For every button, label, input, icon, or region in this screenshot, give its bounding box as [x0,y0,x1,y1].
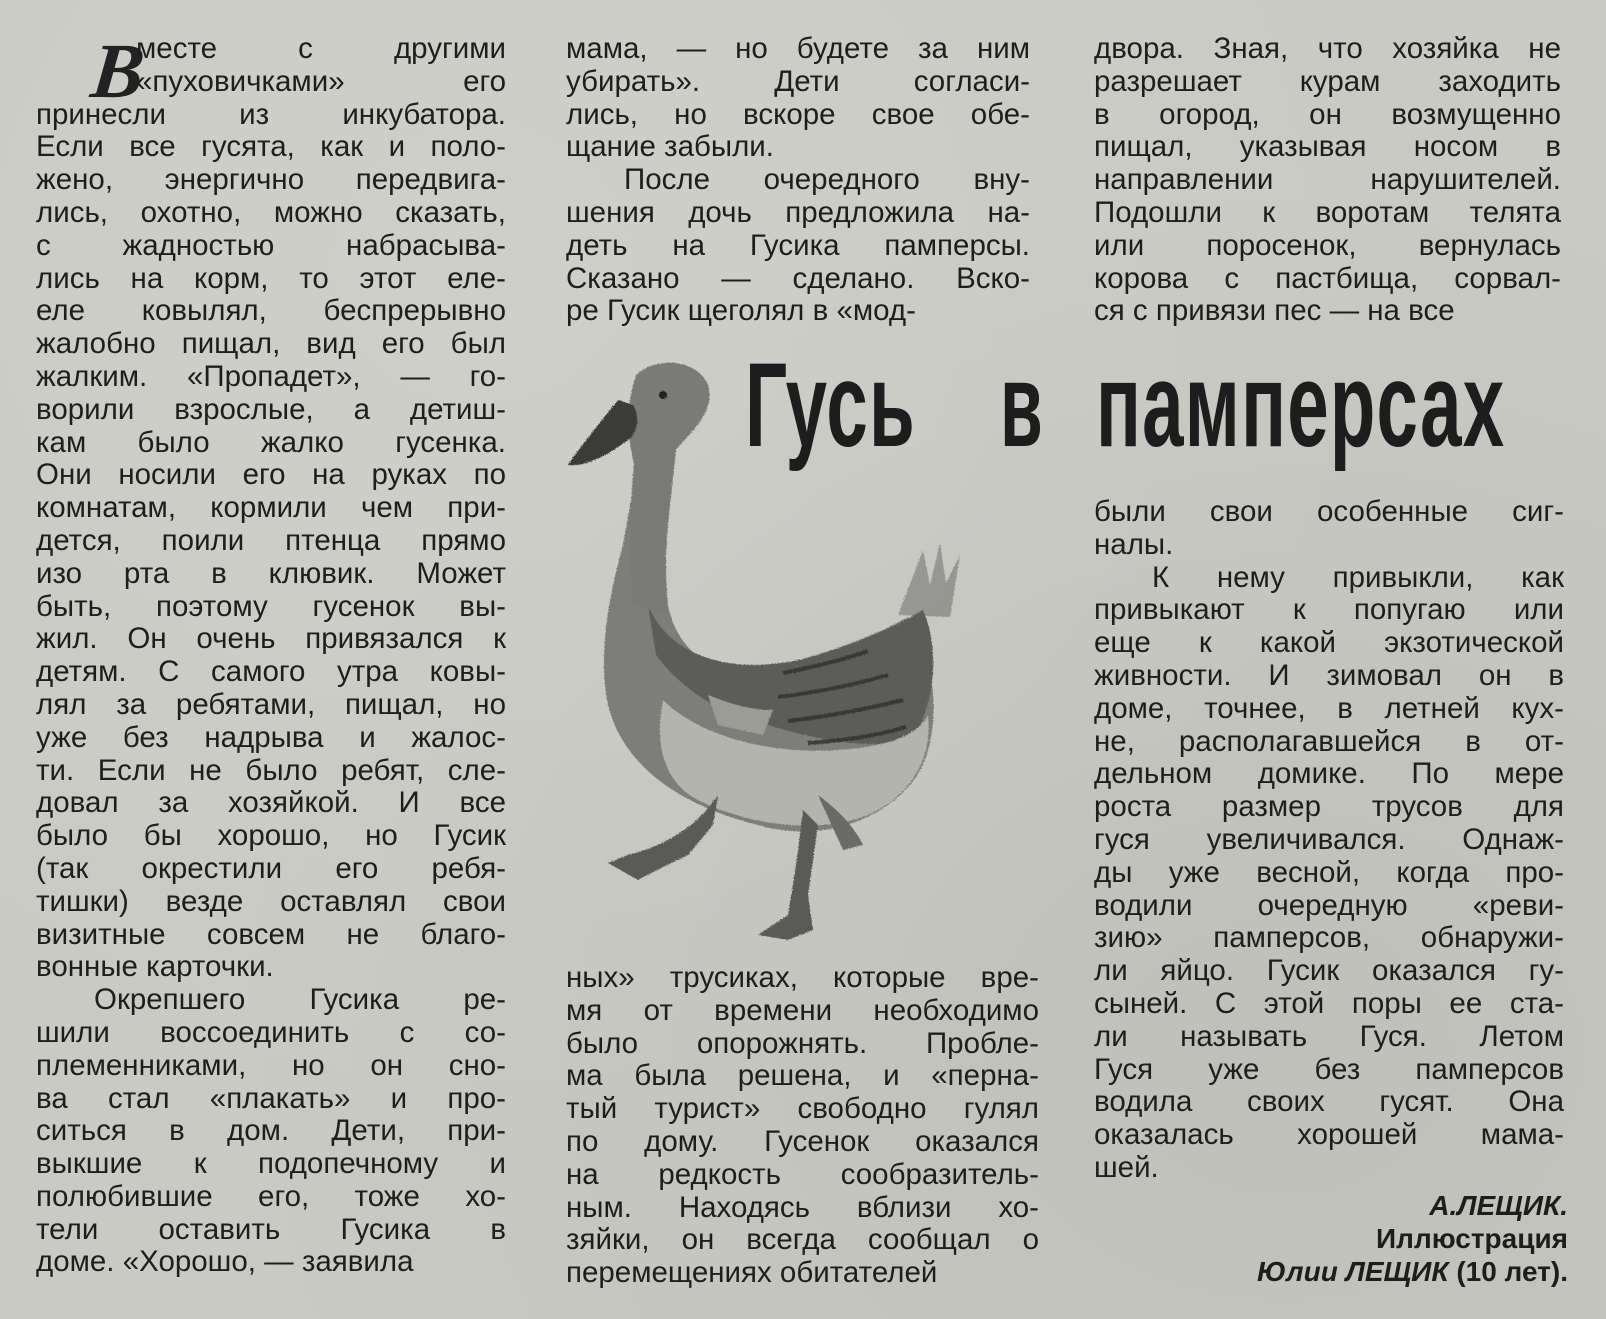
text-line: дельном домике. По мере [1094,758,1564,791]
text-line: по дому. Гусенок оказался [566,1125,1039,1158]
text-line: перемещениях обитателей [566,1257,938,1290]
text-line: деть на Гусика памперсы. [566,229,1030,262]
text-line: вонные карточки. [36,951,274,984]
text-line: жено, энергично передвига- [36,164,506,197]
text-line: ситься в дом. Дети, при- [36,1115,506,1148]
text-line: ли называть Гуся. Летом [1094,1020,1564,1053]
text-line: водили очередную «реви- [1094,889,1564,922]
text-line: ти. Если не было ребят, сле- [36,754,506,787]
text-line: или поросенок, вернулась [1094,229,1561,262]
text-line: лял за ребятами, пищал, но [36,688,506,721]
text-line: комнатам, кормили чем при- [36,492,506,525]
text-line: ма была решена, и «перна- [566,1060,1039,1093]
text-line: пищал, указывая носом в [1094,131,1561,164]
text-line: (так окрестили его ребя- [36,852,506,885]
text-line: тишки) везде оставлял свои [36,885,506,918]
text-line: быть, поэтому гусенок вы- [36,590,506,623]
text-line: было бы хорошо, но Гусик [36,820,506,853]
text-line: «пуховичками» его [136,65,506,98]
text-line: еле ковылял, беспрерывно [36,295,506,328]
text-line: водила своих гусят. Она [1094,1086,1564,1119]
author-signature: А.ЛЕЩИК. [1429,1190,1568,1221]
headline-word-2: в [1000,338,1044,472]
text-line: на редкость сообразитель- [566,1158,1039,1191]
text-line: лись, но вскоре свое обе- [566,98,1030,131]
text-line: племенниками, но он сно- [36,1049,506,1082]
headline-word-1: Гусь [745,338,916,472]
text-line: лись, охотно, можно сказать, [36,196,506,229]
text-line: ся с привязи пес — на все [1094,295,1455,328]
text-line: зию» памперсов, обнаружи- [1094,922,1564,955]
text-line: месте с другими [136,33,506,65]
text-line: шей. [1094,1151,1159,1184]
text-line: жалким. «Пропадет», — го- [36,360,506,393]
text-line: налы. [1094,528,1174,561]
text-line: выкшие к подопечному и [36,1148,506,1181]
text-line: в огород, он возмущенно [1094,98,1561,131]
text-line: направлении нарушителей. [1094,164,1561,197]
text-line: роста размер трусов для [1094,791,1564,824]
text-line: были свои особенные сиг- [1094,496,1564,528]
text-line: ре Гусик щеголял в «мод- [566,295,916,328]
text-line: зяйки, он всегда сообщал о [566,1224,1039,1257]
text-line: шения дочь предложила на- [566,196,1030,229]
text-line: Окрепшего Гусика ре- [94,984,506,1017]
text-line: ных» трусиках, которые вре- [566,962,1039,994]
text-line: полюбившие его, тоже хо- [36,1180,506,1213]
text-line: оказалась хорошей мама- [1094,1119,1564,1152]
text-line: тый турист» свободно гулял [566,1093,1039,1126]
text-line: детям. С самого утра ковы- [36,656,506,689]
column-3-top [1094,33,1561,328]
text-line: лись на корм, то этот еле- [36,262,506,295]
text-line: изо рта в клювик. Может [36,557,506,590]
text-line: мя от времени необходимо [566,994,1039,1027]
column-3-bottom [1094,496,1564,1185]
text-line: с жадностью набрасыва- [36,229,506,262]
illustration-label: Иллюстрация [1376,1223,1568,1254]
column-1 [36,27,506,1279]
text-line: визитные совсем не благо- [36,918,506,951]
goose-illustration [568,355,998,945]
text-line: было опорожнять. Пробле- [566,1027,1039,1060]
illustrator-age: (10 лет). [1456,1256,1568,1287]
text-line: гуся увеличивался. Однаж- [1094,823,1564,856]
text-line: довал за хозяйкой. И все [36,787,506,820]
text-line: жалобно пищал, вид его был [36,328,506,361]
text-line: Они носили его на руках по [36,459,506,492]
text-line: дется, поили птенца прямо [36,524,506,557]
column-2-top [566,33,1030,328]
text-line: тели оставить Гусика в [36,1213,506,1246]
drop-cap: В [87,27,149,114]
text-line: К нему привыкли, как [1152,561,1564,594]
text-line: сыней. С этой поры ее ста- [1094,987,1564,1020]
text-line: двора. Зная, что хозяйка не [1094,33,1561,65]
text-line: ным. Находясь вблизи хо- [566,1191,1039,1224]
text-line: кам было жалко гусенка. [36,426,506,459]
text-line: убирать». Дети согласи- [566,65,1030,98]
text-line: еще к какой экзотической [1094,627,1564,660]
text-line: корова с пастбища, сорвал- [1094,262,1561,295]
text-line: Если все гусята, как и поло- [36,131,506,164]
text-line: разрешает курам заходить [1094,65,1561,98]
text-line: ли яйцо. Гусик оказался гу- [1094,955,1564,988]
text-line: После очередного вну- [624,164,1030,197]
text-line: ворили взрослые, а детиш- [36,393,506,426]
text-line: привыкают к попугаю или [1094,594,1564,627]
text-line: доме. «Хорошо, — заявила [36,1246,414,1279]
headline-word-3: памперсах [1096,338,1506,472]
text-line: живности. И зимовал он в [1094,659,1564,692]
text-line: не, располагавшейся в от- [1094,725,1564,758]
text-line: мама, — но будете за ним [566,33,1030,65]
text-line: принесли из инкубатора. [36,98,506,131]
text-line: щание забыли. [566,131,774,164]
text-line: Гуся уже без памперсов [1094,1053,1564,1086]
text-line: шили воссоединить с со- [36,1016,506,1049]
column-2-bottom [566,962,1039,1290]
illustrator-name: Юлии ЛЕЩИК [1257,1256,1449,1287]
text-line: ва стал «плакать» и про- [36,1082,506,1115]
text-line: уже без надрыва и жалос- [36,721,506,754]
text-line: жил. Он очень привязался к [36,623,506,656]
text-line: Подошли к воротам телята [1094,196,1561,229]
text-line: ды уже весной, когда про- [1094,856,1564,889]
illustrator-credit [1257,1256,1568,1288]
text-line: Сказано — сделано. Вско- [566,262,1030,295]
text-line: доме, точнее, в летней кух- [1094,692,1564,725]
